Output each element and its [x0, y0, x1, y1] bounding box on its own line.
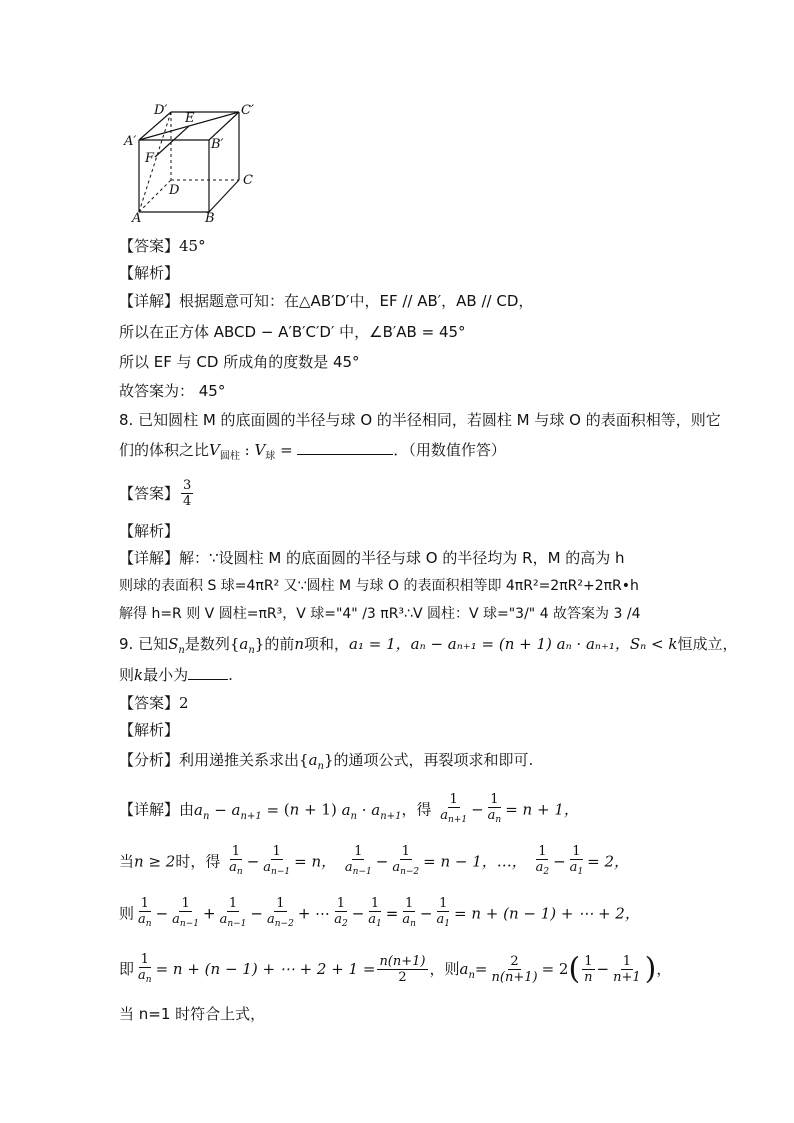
answer-label: 【答案】 [119, 237, 180, 255]
answer-fraction [181, 478, 193, 509]
answer-value: 45° [179, 237, 206, 255]
q8-q2-sub-cyl: 圆柱 [219, 451, 240, 462]
detail-l2-b: n ≥ 2 [134, 852, 176, 871]
q9-detail-5: 当 n=1 时符合上式， [119, 1005, 266, 1023]
q9-detail-3: 则 $\frac{1}{a_n}$ − $\frac{1}{a_{n-1}}$ + $\frac{1}{a_{n-1}}$ − $\frac{1}{a_{n-2}}$ + ⋯ $\frac{1}{a_2}$ − $\frac{1}{a_1}$ = $\frac{1}{a_n}$ − $\frac{1}{a_1}$ = n + (n − 1) + ⋯ + 2， [119, 896, 640, 929]
q9-analysis-label: 【解析】 [119, 721, 180, 739]
q9-q1-e: a₁ = 1， [349, 635, 411, 653]
q9-q1-d: 项和， [304, 635, 350, 653]
detail-label: 【详解】 [119, 800, 180, 819]
q9-q1-c: 的前 [264, 635, 295, 653]
detail-l2-e: = n − 1，…， [423, 852, 527, 871]
answer-blank [297, 440, 393, 455]
detail-l2-d: = n， [294, 852, 337, 871]
answer-den: 4 [183, 494, 192, 509]
detail-label: 【详解】 [119, 292, 180, 310]
detail-l4-a: 即 [119, 960, 135, 978]
label-C1: C′ [241, 103, 254, 118]
q8-question-1: 8. 已知圆柱 M 的底面圆的半径与球 O 的半径相同，若圆柱 M 与球 O 的表面积相等，则它 [119, 411, 721, 429]
detail-l4-f: ， [656, 960, 672, 978]
label-D: D [169, 183, 180, 198]
q7-answer [119, 236, 206, 256]
q9-detail-2: 当n ≥ 2时，得 $\frac{1}{a_n}$ − $\frac{1}{a_{n-1}}$ = n， $\frac{1}{a_{n-1}}$ − $\frac{1}{a_{n-2}}$ = n − 1，…， $\frac{1}{a_2}$ − $\frac{1}{a_1}$ = 2， [119, 844, 630, 877]
analysis-text-b: 的通项公式，再裂项求和即可. [333, 751, 534, 769]
analysis-head: 【分析】 [119, 751, 180, 769]
label-C: C [243, 173, 253, 188]
q9-q2-b: 最小为 [143, 666, 189, 684]
q7-detail-4: 故答案为： 45° [119, 382, 226, 400]
detail-l1-a: 由 [179, 800, 195, 819]
label-E: E [185, 111, 195, 126]
edge-A-D [139, 180, 171, 212]
answer-blank [188, 665, 228, 680]
label-B: B [205, 211, 215, 225]
answer-label: 【答案】 [119, 694, 180, 712]
detail-text: 解：∵设圆柱 M 的底面圆的半径与球 O 的半径均为 R，M 的高为 h [179, 549, 625, 567]
detail-l3-b: = n + (n − 1) + ⋯ + 2， [453, 904, 640, 923]
q8-q2-d: ．（用数值作答） [393, 441, 506, 459]
q7-detail-3: 所以 EF 与 CD 所成角的度数是 45° [119, 353, 360, 371]
label-F: F [145, 151, 155, 166]
detail-l4-b: = n + (n − 1) + ⋯ + 2 + 1 = [155, 960, 376, 978]
q8-detail-2: 则球的表面积 S 球=4πR² 又∵圆柱 M 与球 O 的表面积相等即 4πR²=2πR²+2πR•h [119, 578, 639, 594]
edge-B-C [209, 180, 239, 212]
q9-q1-h: 恒成立， [677, 635, 738, 653]
q8-answer [119, 478, 195, 509]
edge-A-D1 [139, 112, 171, 212]
detail-label: 【详解】 [119, 549, 180, 567]
q9-question-2: 则k最小为 . [119, 666, 233, 684]
detail-l1-b: ，得 [401, 800, 432, 819]
q7-detail-1 [119, 291, 533, 311]
q8-detail-1 [119, 548, 625, 568]
q9-detail-1: 【详解】由$a_n - a_{n+1} = (n + 1) a_n \cdot a_{n+1}$，得 $\frac{1}{a_{n+1}}$ − $\frac{1}{a_n}$ = n + 1， [119, 792, 579, 825]
detail-l4-c: ，则 [429, 960, 460, 978]
detail-l2-a: 当 [119, 852, 135, 871]
q7-detail-2: 所以在正方体 ABCD − A′B′C′D′ 中，∠B′AB = 45° [119, 323, 466, 341]
q8-analysis-label: 【解析】 [119, 522, 180, 540]
detail-l3-a: 则 [119, 904, 135, 923]
q8-detail-3: 解得 h=R 则 V 圆柱=πR³，V 球="4" /3 πR³∴V 圆柱：V 球="3/" 4 故答案为 3 /4 [119, 606, 641, 622]
q8-q2-a: 们的体积之比 [119, 441, 210, 459]
q8-question-2: 们的体积之比$V_{圆柱}$ : $V_球$ = ．（用数值作答） [119, 441, 506, 462]
q8-q2-sub-ball: 球 [265, 451, 276, 462]
detail-l2-c: 时，得 [175, 852, 221, 871]
q9-q1-b: 是数列 [184, 635, 230, 653]
analysis-text-a: 利用递推关系求出 [179, 751, 300, 769]
q9-q1-a: 9. 已知 [119, 635, 169, 653]
label-A: A [132, 211, 142, 225]
detail-text: 根据题意可知：在△AB′D′中，EF // AB′，AB // CD， [179, 292, 534, 310]
answer-label: 【答案】 [119, 484, 180, 503]
q9-analysis: 【分析】利用递推关系求出$\{a_n\}$的通项公式，再裂项求和即可. [119, 751, 534, 772]
label-B1: B′ [211, 137, 224, 152]
detail-l1-c: = n + 1， [505, 800, 579, 819]
q9-question-1: 9. 已知$S_n$是数列$\{a_n\}$的前n项和，a₁ = 1，aₙ − aₙ₊₁ = (n + 1) aₙ · aₙ₊₁，Sₙ < k恒成立， [119, 635, 738, 656]
detail-l4-d: = [474, 960, 488, 978]
q9-detail-4: 即 $\frac{1}{a_n}$ = n + (n − 1) + ⋯ + 2 + 1 = $\frac{n(n+1)}{2}$ ，则$a_n=$ $\frac{2}{n(n+1)}$ = 2( $\frac{1}{n}$ − $\frac{1}{n+1}$ )， [119, 951, 672, 987]
cube-figure [119, 100, 269, 225]
detail-l2-f: = 2， [587, 852, 630, 871]
q9-q1-f: aₙ − aₙ₊₁ = (n + 1) aₙ · aₙ₊₁， [410, 635, 630, 653]
q9-q1-g: Sₙ < k [629, 635, 678, 653]
q9-q2-a: 则 [119, 666, 135, 684]
q9-answer [119, 693, 189, 713]
answer-num: 3 [183, 478, 192, 493]
q7-analysis-label: 【解析】 [119, 264, 180, 282]
label-D1: D′ [154, 103, 168, 118]
label-A1: A′ [124, 134, 137, 149]
answer-value: 2 [179, 694, 189, 712]
detail-l4-e: = 2 [541, 960, 569, 978]
